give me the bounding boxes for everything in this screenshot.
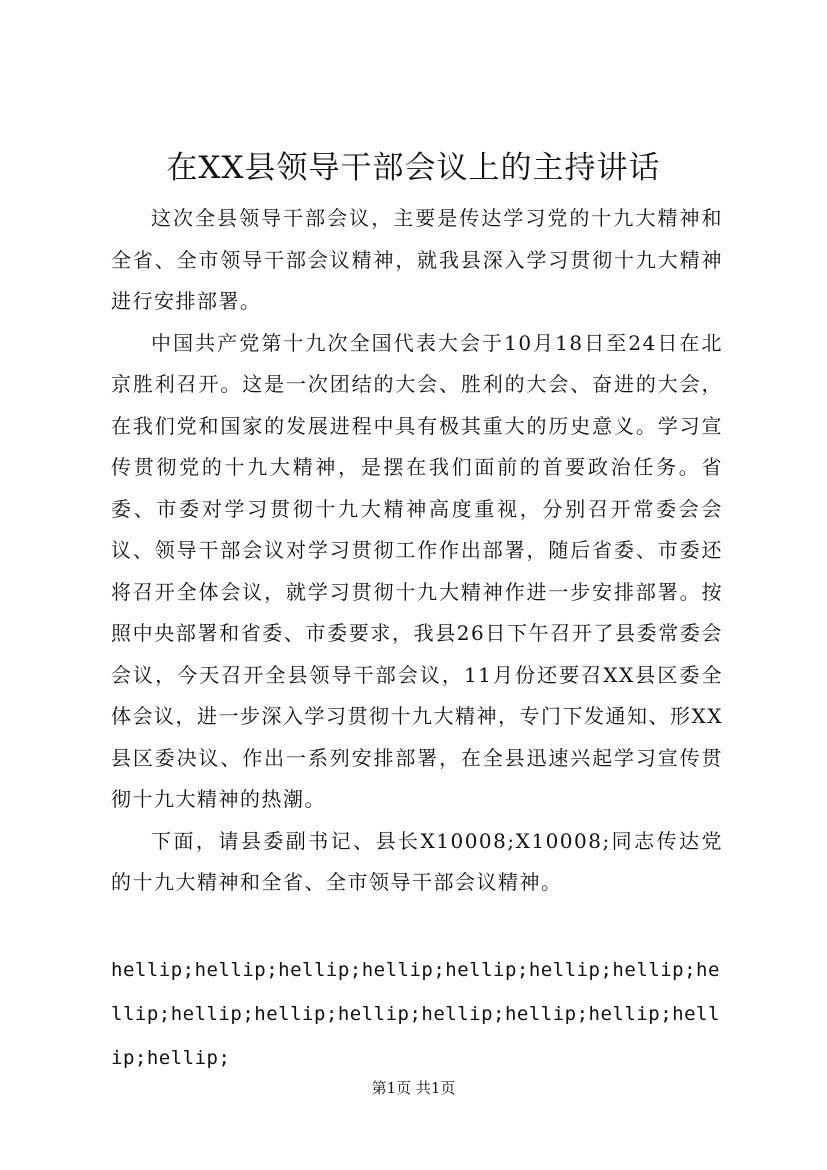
paragraph-congress: 中国共产党第十九次全国代表大会于10月18日至24日在北京胜利召开。这是一次团结的大会、胜利的大会、奋进的大会，在我们党和国家的发展进程中具有极其重大的历史意义。学习宣传贯彻党的十九大精神，是摆在我们面前的首要政治任务。省委、市委对学习贯彻十九大精神高度重视，分别召开常委会会议、领导干部会议对学习贯彻工作作出部署，随后省委、市委还将召开全体会议，就学习贯彻十九大精神作进一步安排部署。按照中央部署和省委、市委要求，我县26日下午召开了县委常委会会议，今天召开全县领导干部会议，11月份还要召XX县区委全体会议，进一步深入学习贯彻十九大精神，专门下发通知、形XX县区委决议、作出一系列安排部署，在全县迅速兴起学习宣传贯彻十九大精神的热潮。 [111, 330, 723, 811]
paragraph-next-speaker: 下面，请县委副书记、县长X10008;X10008;同志传达党的十九大精神和全省、全市领导干部会议精神。 [111, 828, 723, 894]
hellip-text: hellip;hellip;hellip;hellip;hellip;hellip;hellip;hellip;hellip;hellip;hellip;hellip;hellip;hellip;hellip;hellip; [111, 959, 720, 1069]
paragraph-intro: 这次全县领导干部会议，主要是传达学习党的十九大精神和全省、全市领导干部会议精神，就我县深入学习贯彻十九大精神进行安排部署。 [111, 206, 723, 313]
document-title: 在XX县领导干部会议上的主持讲话 [166, 150, 661, 186]
page-footer: 第1页 共1页 [371, 1079, 456, 1097]
document-body [111, 198, 723, 904]
